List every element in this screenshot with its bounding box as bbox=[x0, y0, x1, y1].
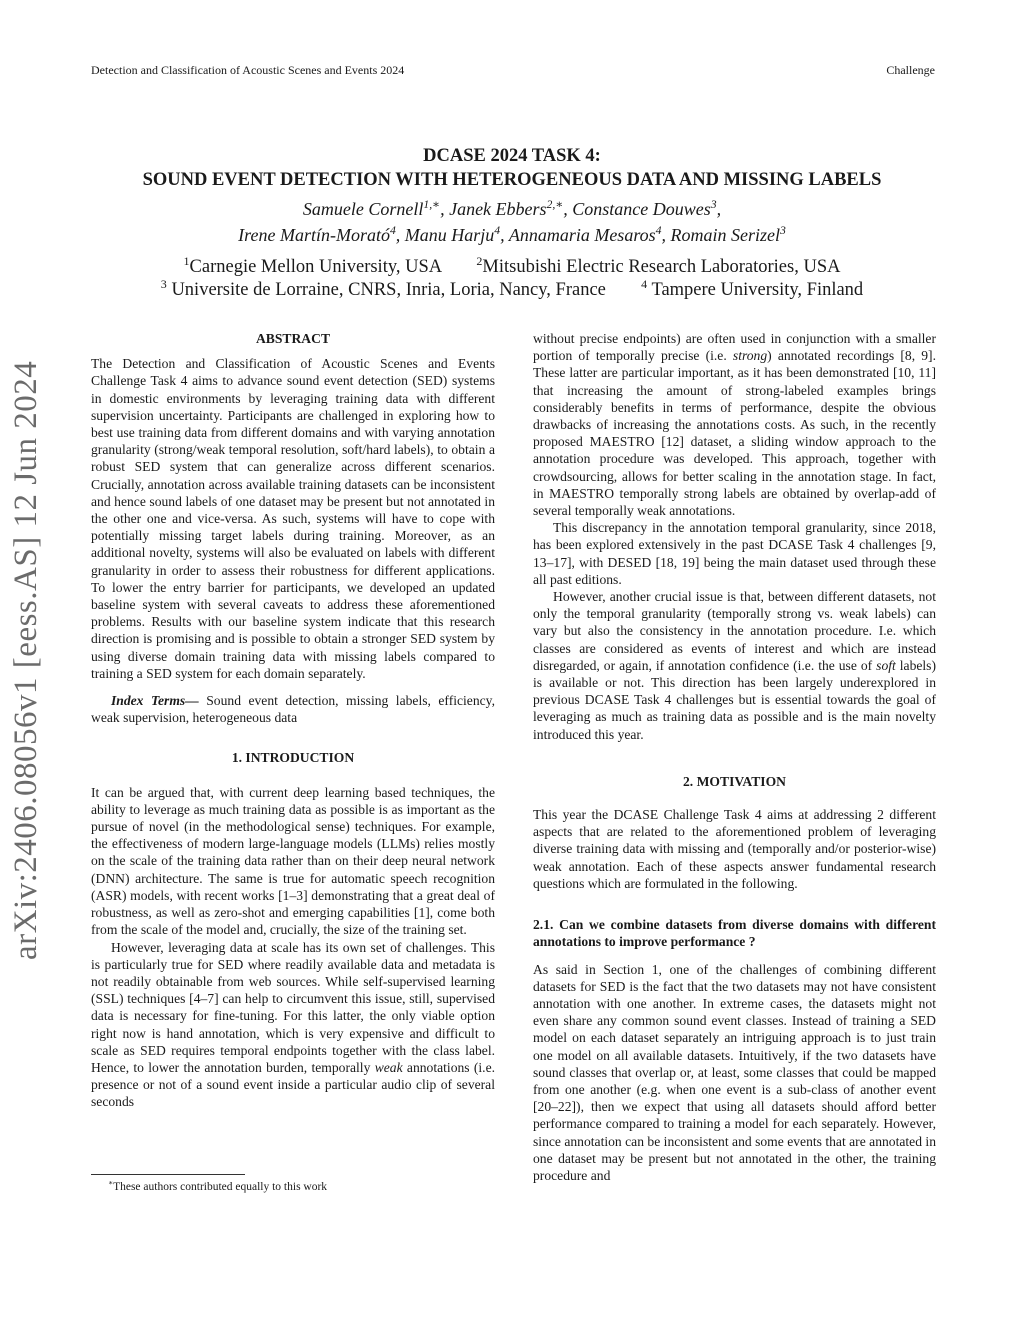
author-list: Samuele Cornell$^{1,∗}$, Janek Ebbers$^{2,∗}$, Constance Douwes$^3$, Irene Martín-Morató$^4$, Manu Harju$^4$, Annamaria Mesaros$^4$, Romain Serizel$^3$ bbox=[238, 198, 786, 245]
text-span: However, leveraging data at scale has its own set of challenges. This is particularly true for SED where readily available data and metadata is not readily obtainable from web sources. While self-supervised learning (SSL) techniques [4–7] can help to circumvent this issue, still, supervised data is necessary for fine-tuning. For this latter, the only viable option right now is hand annotation, which is very expensive and difficult to scale as SED requires temporal endpoints together with the class label. Hence, to lower the annotation burden, temporally bbox=[91, 939, 495, 1075]
author: Annamaria Mesaros bbox=[508, 225, 656, 245]
author-mark: 4 bbox=[494, 224, 501, 237]
index-terms bbox=[91, 692, 495, 726]
affiliation-mark: 4 bbox=[641, 276, 648, 291]
intro-paragraph-1: It can be argued that, with current deep learning based techniques, the ability to leverage as much training data as possible is as important as the pursue of novel (in the methodological sense) techniques. For example, the effectiveness of modern large-language models (LLMs) relies mostly on the scale of the training data rather than on their deep neural network (DNN) architecture. The same is true for automatic speech recognition (ASR) models, with recent works [1–3] demonstrating that a great deal of robustness, as well as zero-shot and emerging capabilities [1], come both from the scale of the model and, crucially, the size of the training set. bbox=[91, 784, 495, 938]
footnote-rule bbox=[91, 1174, 245, 1175]
index-terms-text: Sound event detection, missing labels, efficiency, weak supervision, heterogeneous data bbox=[91, 693, 495, 726]
author-mark: 1,∗ bbox=[423, 198, 441, 211]
footnote-mark: ∗ bbox=[108, 1178, 114, 1188]
running-header-right: Challenge bbox=[886, 63, 935, 77]
affiliation-mark: 1 bbox=[183, 253, 190, 268]
abstract-text: The Detection and Classification of Acoustic Scenes and Events Challenge Task 4 aims to advance sound event detection (SED) systems in domestic environments by leveraging training data with different supervision uncertainty. Participants are challenged in exploring how to best use training data from different domains and with varying annotation granularity (strong/weak temporal resolution, soft/hard labels), to obtain a robust SED system that can generalize across different scenarios. Crucially, annotation across available training datasets can be inconsistent and hence sound labels of one dataset may be present but not annotated in the other one and vice-versa. As such, systems will have to cope with potentially missing target labels during training. Moreover, as an additional novelty, systems will also be evaluated on labels with different granularity in order to assess their robustness for different applications. To lower the entry barrier for participants, we developed an updated baseline system with several caveats to address these aforementioned problems. Results with our baseline system indicate that this research direction is promising and is possible to obtain a stronger SED system by using diverse domain training data with missing labels compared to training a SED system for each domain separately. bbox=[91, 356, 495, 681]
affiliation: Universite de Lorraine, CNRS, Inria, Loria, Nancy, France bbox=[171, 280, 606, 300]
affiliation: Tampere University, Finland bbox=[651, 280, 864, 300]
running-header-left: Detection and Classification of Acoustic Scenes and Events 2024 bbox=[91, 63, 405, 77]
footnote bbox=[108, 1178, 328, 1193]
right-column bbox=[533, 330, 936, 1184]
title-line-2: SOUND EVENT DETECTION WITH HETEROGENEOUS DATA AND MISSING LABELS bbox=[142, 170, 882, 190]
motivation-paragraph-2: As said in Section 1, one of the challenges of combining different datasets for SED is the fact that the two datasets may not have consistent annotation with one another. In extreme cases, the datasets might not even share any common sound event classes. Instead of training a SED model on each dataset separately an intriguing approach is to just train one model on all available datasets. Intuitively, if the two datasets have sound classes that overlap or, at least, some classes that could be mapped from one another (e.g. when one event is a sub-class of another event [20–22]), then we expect that using all datasets should afford better performance compared to training a model for each separately. However, since annotation can be inconsistent and some events that are annotated in one dataset may be present but not annotated in the other, the training procedure and bbox=[533, 961, 936, 1183]
index-terms-label: Index Terms— bbox=[111, 693, 199, 709]
text-span: ) annotated recordings [8, 9]. These latter are particular important, as it has been demonstrated [10, 11] that increasing the amount of strong-labeled examples brings considerably benefits in terms of performance, despite the obvious drawbacks of increasing the annotations costs. As such, in the recently proposed MAESTRO [12] dataset, a sliding window approach to the annotation procedure was developed. This approach, together with crowdsourcing, allows for better scaling in the annotation stage. In fact, in MAESTRO temporally strong labels are obtained by overlap-add of several temporally weak annotations. bbox=[533, 348, 936, 519]
emphasis: strong bbox=[732, 348, 768, 364]
affiliation-mark: 3 bbox=[160, 276, 167, 291]
author: Janek Ebbers bbox=[449, 199, 547, 219]
emphasis: weak bbox=[374, 1059, 403, 1075]
emphasis: soft bbox=[876, 657, 896, 673]
text-span: annotations (i.e. presence or not of a sound event inside a particular audio clip of several seconds bbox=[91, 1059, 496, 1110]
section-heading-introduction: 1. INTRODUCTION bbox=[231, 750, 355, 766]
footnote-text: These authors contributed equally to this work bbox=[113, 1181, 328, 1193]
author-mark: 4 bbox=[655, 224, 662, 237]
author-mark: 3 bbox=[710, 198, 717, 211]
affiliation: Mitsubishi Electric Research Laboratories, USA bbox=[482, 257, 841, 277]
intro-paragraph-4: This discrepancy in the annotation temporal granularity, since 2018, has been explored extensively in the past DCASE Task 4 challenges [9, 13–17], with DESED [18, 19] being the main dataset used through these all past editions. bbox=[533, 520, 936, 587]
arxiv-identifier: arXiv:2406.08056v1 [eess.AS] 12 Jun 2024 bbox=[8, 360, 44, 960]
intro-paragraph-5 bbox=[533, 588, 936, 743]
affiliations bbox=[0, 253, 1024, 302]
title-line-1: DCASE 2024 TASK 4: bbox=[423, 146, 601, 166]
text-span: However, another crucial issue is that, between different datasets, not only the temporal granularity (temporally strong vs. weak labels) can vary but also the consistency in the annotation procedure. I.e. which classes are considered as events of interest and which are instead disregarded, or again, if annotation confidence (i.e. the use of bbox=[533, 589, 936, 673]
paper-title bbox=[0, 144, 1024, 192]
author-mark: 4 bbox=[389, 224, 396, 237]
author: Irene Martín-Morató bbox=[238, 225, 390, 245]
affiliation-mark: 2 bbox=[476, 253, 483, 268]
author: Samuele Cornell bbox=[302, 199, 424, 219]
left-column bbox=[91, 330, 495, 1111]
author: Constance Douwes bbox=[572, 199, 711, 219]
text-span: labels) is available or not. This direction has been largely underexplored in previous DCASE Task 4 challenges but is essential towards the goal of leveraging as much as training data as possible and is the main novelty introduced this year. bbox=[533, 657, 936, 742]
abstract-heading: ABSTRACT bbox=[255, 331, 331, 346]
text-span: without precise endpoints) are often used in conjunction with a smaller portion of temporally precise (i.e. bbox=[533, 331, 936, 364]
intro-paragraph-2 bbox=[91, 939, 495, 1111]
author-mark: 2,∗ bbox=[546, 198, 564, 211]
intro-paragraph-3 bbox=[533, 330, 936, 519]
affiliation: Carnegie Mellon University, USA bbox=[189, 257, 442, 277]
subsection-heading: 2.1. Can we combine datasets from diverse domains with different annotations to improve performance ? bbox=[533, 917, 936, 950]
author-mark: 3 bbox=[780, 224, 786, 237]
author: Romain Serizel bbox=[670, 225, 781, 245]
author: Manu Harju bbox=[404, 225, 495, 245]
motivation-paragraph-1: This year the DCASE Challenge Task 4 aims at addressing 2 different aspects that are related to the aforementioned problem of leveraging diverse training data with missing and (temporally and/or posterior-wise) weak annotation. Each of these aspects answer fundamental research questions which are formulated in the following. bbox=[533, 807, 936, 891]
section-heading-motivation: 2. MOTIVATION bbox=[683, 773, 786, 789]
